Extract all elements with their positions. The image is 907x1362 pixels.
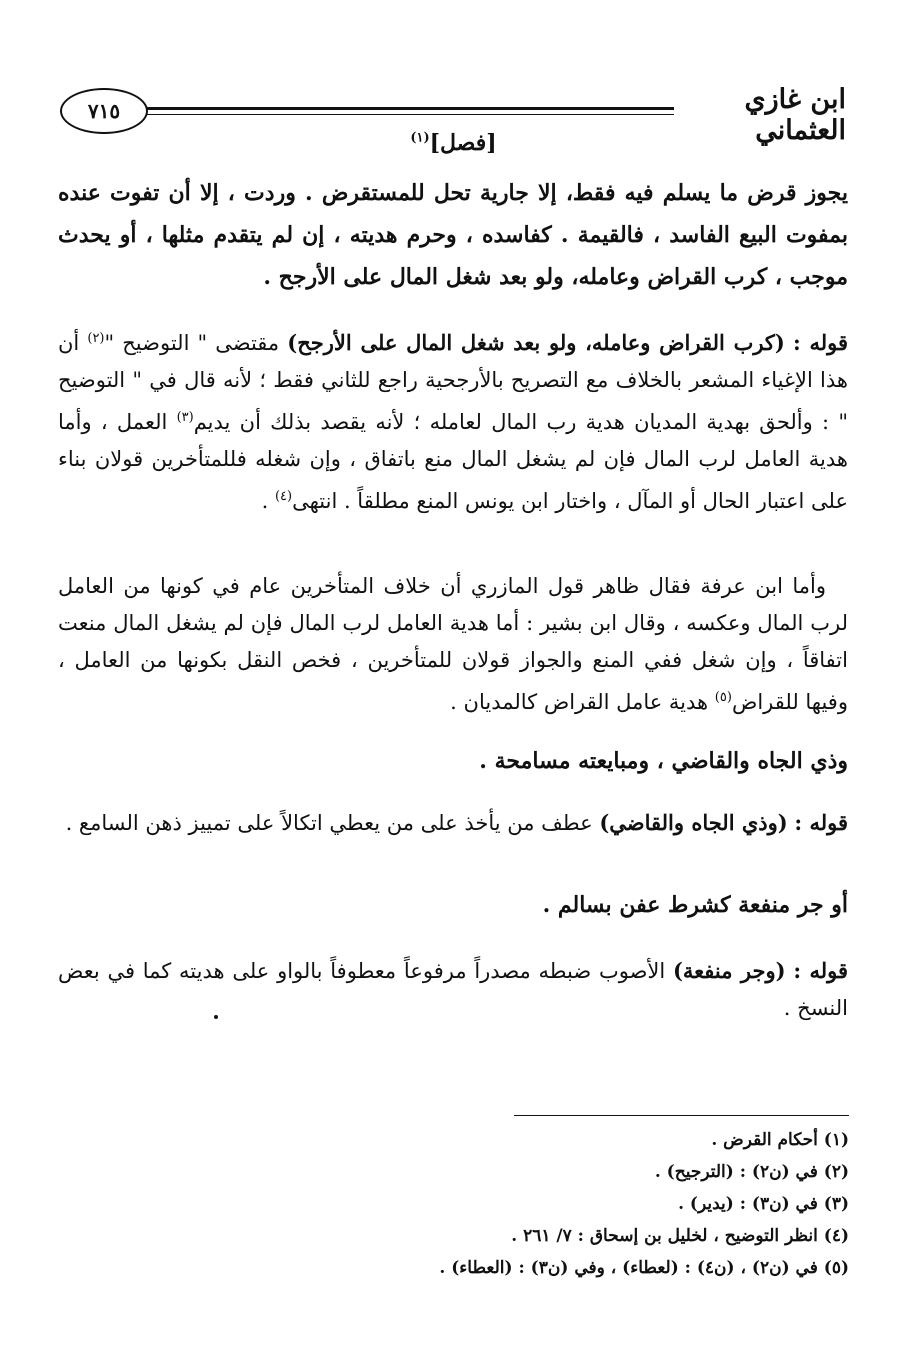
commentary-text: وأما ابن عرفة فقال ظاهر قول المازري أن خلاف المتأخرين عام في كونها من العامل لرب المال وعكسه ، وقال ابن بشير : أما هدية العامل لرب المال فإن لم يشغل المال منعت اتفاقاً ، وإن شغل ففي المنع والجواز قولان للمتأخرين ، فخص النقل بكونها من العامل ، وفيها للقراض <box>58 574 848 714</box>
running-title: ابن غازي العثماني <box>744 84 846 146</box>
commentary-lead: قوله : <box>794 810 848 835</box>
header-rule-thin <box>146 114 674 115</box>
section-title-text: [فصل] <box>429 130 497 156</box>
commentary-text: . <box>261 489 275 513</box>
footnote-5: (٥) في (ن٢) ، (ن٤) : (لعطاء) ، وفي (ن٣) : (العطاء) . <box>439 1258 849 1278</box>
commentary-lead: قوله : <box>793 958 848 983</box>
footnote-1: (١) أحكام القرض . <box>711 1130 849 1150</box>
header-rule <box>146 107 674 110</box>
commentary-paragraph-4 <box>58 952 848 1027</box>
commentary-text: الأصوب ضبطه مصدراً مرفوعاً معطوفاً بالواو على هديته كما في بعض النسخ . <box>58 959 848 1020</box>
commentary-text: عطف من يأخذ على من يعطي اتكالاً على تمييز ذهن السامع . <box>65 811 600 835</box>
commentary-quote: (وجر منفعة) <box>672 958 786 983</box>
page-number: ٧١٥ <box>60 88 148 134</box>
matn-paragraph-1: يجوز قرض ما يسلم فيه فقط، إلا جارية تحل للمستقرض . وردت ، إلا أن تفوت عنده بمفوت البيع الفاسد ، فالقيمة . كفاسده ، وحرم هديته ، إن لم يتقدم مثلها ، أو يحدث موجب ، كرب القراض وعامله، ولو بعد شغل المال على الأرجح . <box>58 180 848 290</box>
commentary-text: مقتضى " التوضيح " <box>104 331 288 355</box>
commentary-text: العمل ، وأما هدية العامل لرب المال فإن لم يشغل المال منع باتفاق ، وإن شغله فللمتأخرين قولان بناء على اعتبار الحال أو المآل ، واختار ابن يونس المنع مطلقاً . انتهى <box>58 410 848 513</box>
matn-paragraph-2: وذي الجاه والقاضي ، ومبايعته مسامحة . <box>479 748 848 774</box>
footnote-ref: (١) <box>410 130 430 146</box>
footnote-ref: (٢) <box>87 331 105 346</box>
commentary-quote: (وذي الجاه والقاضي) <box>599 810 788 835</box>
section-title <box>0 130 907 156</box>
footnote-2: (٢) في (ن٢) : (الترجيح) . <box>654 1162 849 1182</box>
commentary-paragraph-1 <box>58 320 848 520</box>
commentary-text: أن هذا الإغياء المشعر بالخلاف مع التصريح بالأرجحية راجع للثاني فقط ؛ لأنه قال في " التوضيح " : وألحق بهدية المديان هدية رب المال لعامله ؛ لأنه يقصد بذلك أن يديم <box>58 331 848 434</box>
commentary-quote: (كرب القراض وعامله، ولو بعد شغل المال على الأرجح) <box>287 330 785 355</box>
ink-speck <box>214 1015 218 1019</box>
footnote-ref: (٤) <box>274 489 293 504</box>
commentary-text: هدية عامل القراض كالمديان . <box>450 690 715 714</box>
footnote-rule <box>514 1115 849 1116</box>
footnote-ref: (٣) <box>176 410 194 425</box>
footnote-3: (٣) في (ن٣) : (يدير) . <box>678 1194 849 1214</box>
commentary-lead: قوله : <box>792 330 848 355</box>
matn-paragraph-3: أو جر منفعة كشرط عفن بسالم . <box>542 892 848 918</box>
footnote-4: (٤) انظر التوضيح ، لخليل بن إسحاق : ٧/ ٢٦١ . <box>511 1226 849 1246</box>
footnote-ref: (٥) <box>714 690 732 705</box>
commentary-paragraph-3 <box>58 804 848 842</box>
commentary-paragraph-2 <box>58 568 848 721</box>
footnotes <box>59 1124 849 1284</box>
